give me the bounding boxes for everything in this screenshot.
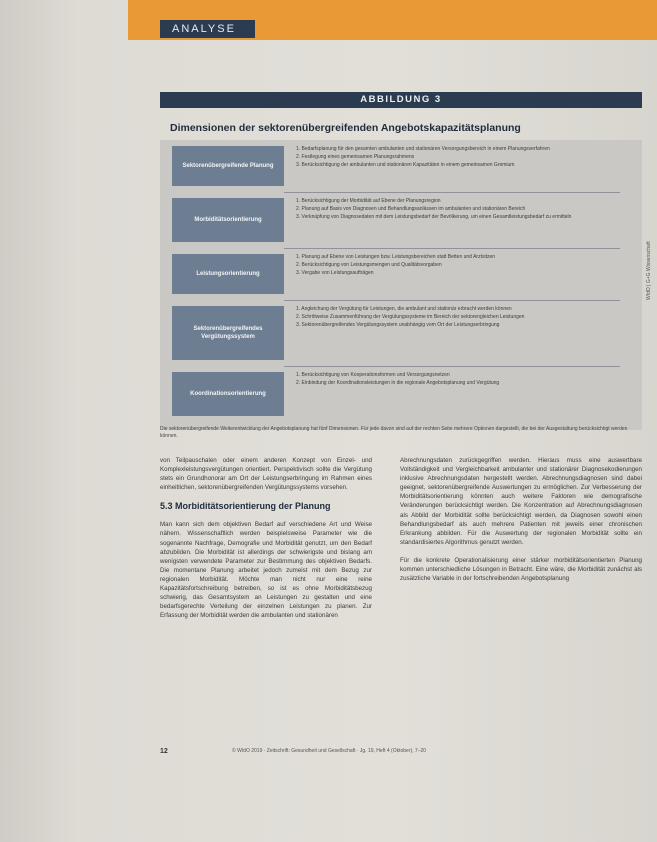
dimension-label: Koordinationsorientierung <box>172 372 284 416</box>
dimension-option: 2. Schrittweise Zusammenführung der Vergütungssysteme im Bereich der sektorengleichen Leistungen <box>296 314 525 320</box>
figure-label: ABBILDUNG 3 <box>160 92 642 108</box>
dimension-option: 3. Vergabe von Leistungsaufträgen <box>296 270 374 276</box>
dimension-row <box>172 306 632 360</box>
body-column-left <box>160 456 372 620</box>
dimension-option: 3. Sektorenübergreifendes Vergütungssystem unabhängig vom Ort der Leistungserbringung <box>296 322 500 328</box>
body-column-right <box>400 456 642 583</box>
dimension-option: 2. Planung auf Basis von Diagnosen und Behandlungsanlässen im ambulanten und stationären Bereich <box>296 206 526 212</box>
dimension-option: 2. Festlegung eines gemeinsamen Planungsrahmens <box>296 154 415 160</box>
dimension-option: 1. Bedarfsplanung für den gesamten ambulanten und stationären Versorgungsbereich in einem Planungsverfahren <box>296 146 550 152</box>
paragraph: Man kann sich dem objektiven Bedarf auf verschiedene Art und Weise nähern. Wissenschaftlich werden beispielsweise Parameter wie die sogenannte Nachfrage, Demografie und Morbidität genutzt, um den Bedarf abzubilden. Die Morbidität ist allerdings der schwierigste und bislang am wenigsten verwendete Parameter zur Bestimmung des objektiven Bedarfs. Die momentane Planung arbeitet jedoch zumeist mit dem Bezug zur regionalen Morbidität. Möchte man nicht nur eine reine Kapazitätsfortschreibung betreiben, so ist es ohne Morbiditätsbezug schwierig, das Gesamtsystem an Leistungen zu gestalten und eine bedarfsgerechte Verteilung der einzelnen Leistungen zu planen. Zur Erfassung der Morbidität werden die ambulanten und stationären <box>160 521 372 620</box>
dimension-option: 2. Einbindung der Koordinationsleistungen in die regionale Angebotsplanung und Vergütung <box>296 380 500 386</box>
dimension-option: 2. Berücksichtigung von Leistungsmengen und Qualitätsvorgaben <box>296 262 442 268</box>
dimension-option: 3. Berücksichtigung der ambulanten und stationären Kapazitäten in einem gemeinsamen Gremium <box>296 162 515 168</box>
figure-box <box>160 92 642 438</box>
dimension-option: 1. Angleichung der Vergütung für Leistungen, die ambulant und stationär erbracht werden können <box>296 306 512 312</box>
dimension-option: 1. Planung auf Ebene von Leistungen bzw. Leistungsbereichen statt Betten und Arztsitzen <box>296 254 496 260</box>
dimension-options <box>296 254 632 278</box>
dimension-label: Leistungsorientierung <box>172 254 284 294</box>
row-divider <box>284 248 620 249</box>
row-divider <box>284 192 620 193</box>
section-tab: ANALYSE <box>160 20 255 38</box>
dimension-row <box>172 372 632 416</box>
dimension-options <box>296 372 632 388</box>
dimension-option: 3. Verknüpfung von Diagnosedaten mit dem Leistungsbedarf der Bevölkerung, um einen Gesamtleistungsbedarf zu ermitteln <box>296 214 572 220</box>
dimension-row <box>172 254 632 294</box>
dimension-label: Sektorenübergreifende Planung <box>172 146 284 186</box>
figure-caption: Die sektorenübergreifende Weiterentwicklung der Angebotsplanung hat fünf Dimensionen. Für jede davon sind auf der rechten Seite mehrere Optionen dargestellt, die bei der Ausgestaltung berücksichtigt werden können. <box>160 426 628 439</box>
section-heading: 5.3 Morbiditätsorientierung der Planung <box>160 501 331 512</box>
row-divider <box>284 366 620 367</box>
dimension-options <box>296 306 632 330</box>
footer-citation: © WIdO 2019 · Zeitschrift: Gesundheit und Gesellschaft · Jg. 19, Heft 4 (Oktober), 7–20 <box>232 748 427 754</box>
side-note: WIdO | G+G Wissenschaft <box>646 241 652 300</box>
paragraph: von Teilpauschalen oder einem anderen Konzept von Einzel- und Komplexleistungsvergütungen orientiert. Perspektivisch sollte die Vergütung stets ein Grundhonorar am Ort der Leistungserbringung im Rahmen eines einheitlichen, sektorenübergreifenden Vergütungssystems vorsehen. <box>160 457 372 492</box>
dimension-row <box>172 198 632 242</box>
paragraph: Für die konkrete Operationalisierung einer stärker morbiditätsorientierten Planung kommen unterschiedliche Lösungen in Betracht. Eine wäre, die Morbidität zunächst als zusätzliche Variable in der fortschreibenden Angebotsplanung <box>400 556 642 583</box>
dimension-option: 1. Berücksichtigung von Kooperationsformen und Versorgungsnetzen <box>296 372 450 378</box>
dimension-label: Sektorenübergreifendes Vergütungssystem <box>172 306 284 360</box>
dimension-row <box>172 146 632 186</box>
figure-title: Dimensionen der sektorenübergreifenden Angebotskapazitätsplanung <box>170 122 521 134</box>
row-divider <box>284 300 620 301</box>
dimension-option: 1. Berücksichtigung der Morbidität auf Ebene der Planungsregion <box>296 198 441 204</box>
page-number: 12 <box>160 748 168 755</box>
figure-body <box>160 140 642 430</box>
dimension-label: Morbiditätsorientierung <box>172 198 284 242</box>
dimension-options <box>296 146 632 170</box>
dimension-options <box>296 198 632 222</box>
paragraph: Abrechnungsdaten zurückgegriffen werden. Hieraus muss eine auswertbare Vollständigkeit und Vergleichbarkeit ambulanter und stationärer Diagnosekodierungen inklusive Abrechnungsdaten hergestellt werden. Abrechnungsdiagnosen sind dabei geeignet, sektorenübergreifende Auswertungen zu ermöglichen. Zur Verbesserung der Morbiditätsorientierung könnten auch weitere Faktoren wie demografische Veränderungen berücksichtigt werden. Die Konzentration auf Abrechnungsdiagnosen als Abbild der Morbidität sollte berücksichtigt werden, da Diagnosen sowohl einen Behandlungsbedarf als auch mehrere Patienten mit jeweils einer chronischen Erkrankung abbilden. Für die Auswertung der regionalen Morbidität sollte ein standardisiertes Algorithmus genutzt werden. <box>400 457 642 546</box>
